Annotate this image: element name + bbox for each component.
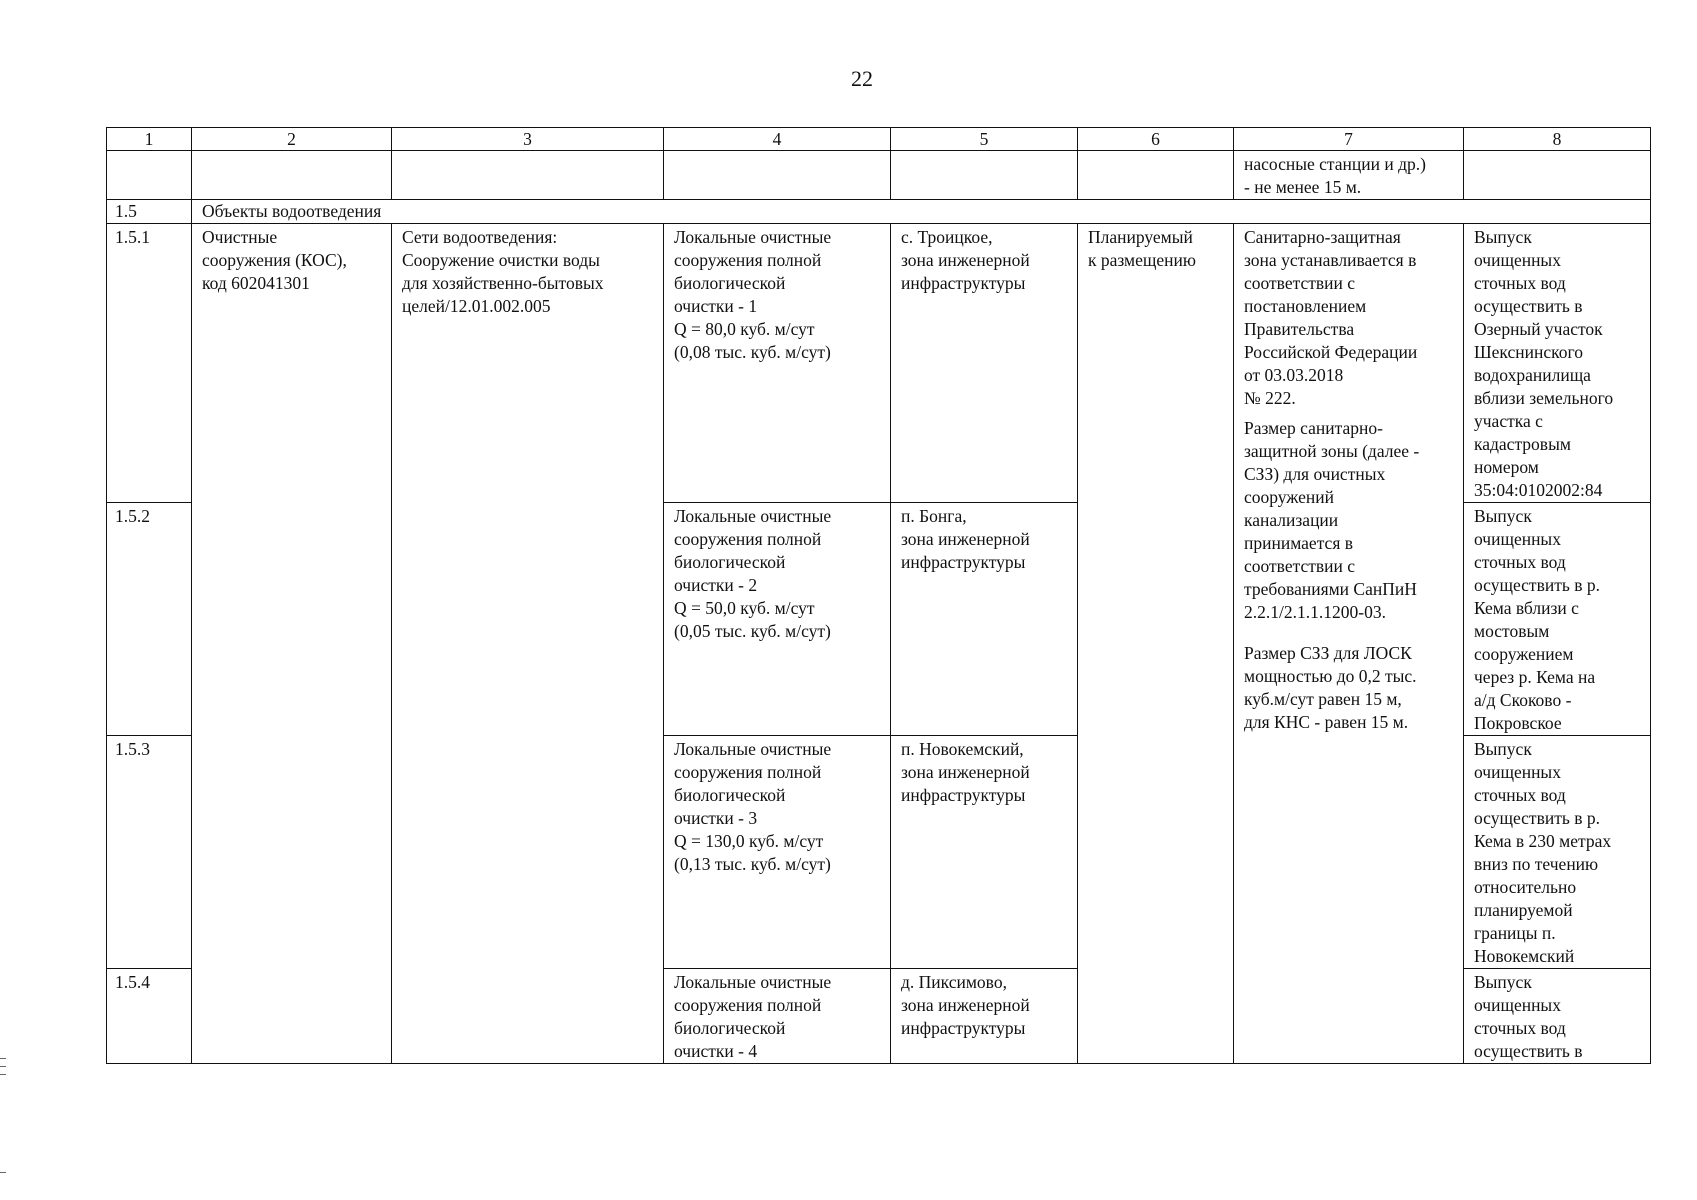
text-line: биологической bbox=[674, 1018, 786, 1038]
location-cell bbox=[891, 736, 1078, 969]
text-line: очищенных bbox=[1474, 529, 1561, 549]
text-line: Новокемский bbox=[1474, 946, 1575, 966]
text-line: биологической bbox=[674, 273, 786, 293]
column-number: 2 bbox=[192, 128, 392, 151]
text-line: требованиями СанПиН bbox=[1244, 579, 1417, 599]
text-line: мостовым bbox=[1474, 621, 1550, 641]
text-line: инфраструктуры bbox=[901, 785, 1026, 805]
text-line: 35:04:0102002:84 bbox=[1474, 480, 1603, 500]
text-line: к размещению bbox=[1088, 250, 1196, 270]
text-line: сооружения полной bbox=[674, 529, 822, 549]
text-line: код 602041301 bbox=[202, 273, 310, 293]
text-line: сточных вод bbox=[1474, 785, 1566, 805]
empty-cell bbox=[392, 151, 664, 200]
text-line: осуществить в р. bbox=[1474, 575, 1600, 595]
text-line: зона инженерной bbox=[901, 250, 1030, 270]
text-line: вблизи земельного bbox=[1474, 388, 1614, 408]
text-line: планируемой bbox=[1474, 900, 1573, 920]
text-line: для КНС - равен 15 м. bbox=[1244, 712, 1409, 732]
discharge-note-cell bbox=[1464, 224, 1651, 503]
text-line: кадастровым bbox=[1474, 434, 1571, 454]
text-line: целей/12.01.002.005 bbox=[402, 296, 551, 316]
facility-cell bbox=[664, 224, 891, 503]
row-number: 1.5.1 bbox=[107, 224, 192, 503]
text-line: канализации bbox=[1244, 510, 1339, 530]
text-line: Q = 130,0 куб. м/сут bbox=[674, 831, 824, 851]
text-line: вниз по течению bbox=[1474, 854, 1599, 874]
column-number: 5 bbox=[891, 128, 1078, 151]
column-number: 1 bbox=[107, 128, 192, 151]
column-number: 6 bbox=[1078, 128, 1234, 151]
text-line: сооружения полной bbox=[674, 250, 822, 270]
text-line: (0,13 тыс. куб. м/сут) bbox=[674, 854, 831, 874]
object-type-cell bbox=[392, 224, 664, 1064]
text-line: очистки - 2 bbox=[674, 575, 758, 595]
column-number-row bbox=[107, 128, 1651, 151]
text-line: относительно bbox=[1474, 877, 1577, 897]
text-line: инфраструктуры bbox=[901, 1018, 1026, 1038]
discharge-note-cell bbox=[1464, 969, 1651, 1064]
empty-cell bbox=[664, 151, 891, 200]
row-number: 1.5.3 bbox=[107, 736, 192, 969]
text-line: сточных вод bbox=[1474, 1018, 1566, 1038]
text-line: сооружения (КОС), bbox=[202, 250, 347, 270]
facility-cell bbox=[664, 736, 891, 969]
text-line: участка с bbox=[1474, 411, 1543, 431]
text-line: сточных вод bbox=[1474, 273, 1566, 293]
text-line: Санитарно-защитная bbox=[1244, 227, 1401, 247]
text-line: очищенных bbox=[1474, 250, 1561, 270]
empty-cell bbox=[891, 151, 1078, 200]
facility-cell bbox=[664, 503, 891, 736]
text-line: Озерный участок bbox=[1474, 319, 1603, 339]
text-line: от 03.03.2018 bbox=[1244, 365, 1344, 385]
table-row bbox=[107, 224, 1651, 503]
scan-edge-mark bbox=[0, 1058, 6, 1059]
text-line: Локальные очистные bbox=[674, 972, 832, 992]
text-line: принимается в bbox=[1244, 533, 1354, 553]
continuation-zone-text bbox=[1234, 151, 1464, 200]
location-cell bbox=[891, 224, 1078, 503]
section-number: 1.5 bbox=[107, 200, 192, 224]
object-name-cell bbox=[192, 224, 392, 1064]
location-cell bbox=[891, 503, 1078, 736]
text-line: Выпуск bbox=[1474, 739, 1532, 759]
text-line: инфраструктуры bbox=[901, 552, 1026, 572]
text-line: - не менее 15 м. bbox=[1244, 177, 1362, 197]
text-line: очистки - 4 bbox=[674, 1041, 758, 1061]
column-number: 7 bbox=[1234, 128, 1464, 151]
text-line: очистки - 3 bbox=[674, 808, 758, 828]
text-line: сточных вод bbox=[1474, 552, 1566, 572]
text-line: биологической bbox=[674, 785, 786, 805]
text-line: сооружений bbox=[1244, 487, 1335, 507]
paragraph-gap bbox=[1244, 624, 1453, 642]
text-line: инфраструктуры bbox=[901, 273, 1026, 293]
text-line: Планируемый bbox=[1088, 227, 1193, 247]
text-line: зона инженерной bbox=[901, 995, 1030, 1015]
text-line: Покровское bbox=[1474, 713, 1562, 733]
text-line: насосные станции и др.) bbox=[1244, 154, 1426, 174]
text-line: очищенных bbox=[1474, 762, 1561, 782]
empty-cell bbox=[1078, 151, 1234, 200]
text-line: Локальные очистные bbox=[674, 739, 832, 759]
status-cell bbox=[1078, 224, 1234, 1064]
text-line: сооружением bbox=[1474, 644, 1574, 664]
text-line: (0,05 тыс. куб. м/сут) bbox=[674, 621, 831, 641]
empty-cell bbox=[1464, 151, 1651, 200]
text-line: Выпуск bbox=[1474, 227, 1532, 247]
text-line: Выпуск bbox=[1474, 506, 1532, 526]
text-line: № 222. bbox=[1244, 388, 1296, 408]
text-line: с. Троицкое, bbox=[901, 227, 993, 247]
text-line: биологической bbox=[674, 552, 786, 572]
column-number: 3 bbox=[392, 128, 664, 151]
text-line: Q = 80,0 куб. м/сут bbox=[674, 319, 815, 339]
text-line: зона устанавливается в bbox=[1244, 250, 1417, 270]
text-line: Кема вблизи с bbox=[1474, 598, 1579, 618]
text-line: соответствии с bbox=[1244, 556, 1356, 576]
text-line: Правительства bbox=[1244, 319, 1355, 339]
text-line: п. Бонга, bbox=[901, 506, 967, 526]
section-row bbox=[107, 200, 1651, 224]
sanitary-zone-cell bbox=[1234, 224, 1464, 1064]
text-line: СЗЗ) для очистных bbox=[1244, 464, 1386, 484]
text-line: Размер санитарно- bbox=[1244, 418, 1383, 438]
text-line: Локальные очистные bbox=[674, 506, 832, 526]
water-disposal-table bbox=[106, 127, 1651, 1064]
text-line: Q = 50,0 куб. м/сут bbox=[674, 598, 815, 618]
text-line: осуществить в р. bbox=[1474, 808, 1600, 828]
text-line: мощностью до 0,2 тыс. bbox=[1244, 666, 1417, 686]
text-line: соответствии с bbox=[1244, 273, 1356, 293]
empty-cell bbox=[192, 151, 392, 200]
text-line: Сети водоотведения: bbox=[402, 227, 558, 247]
location-cell bbox=[891, 969, 1078, 1064]
empty-cell bbox=[107, 151, 192, 200]
row-number: 1.5.2 bbox=[107, 503, 192, 736]
scan-edge-mark bbox=[0, 1172, 6, 1173]
text-line: осуществить в bbox=[1474, 1041, 1583, 1061]
column-number: 8 bbox=[1464, 128, 1651, 151]
scan-edge-mark bbox=[0, 1074, 6, 1075]
text-line: через р. Кема на bbox=[1474, 667, 1596, 687]
text-line: Сооружение очистки воды bbox=[402, 250, 600, 270]
text-line: защитной зоны (далее - bbox=[1244, 441, 1420, 461]
text-line: для хозяйственно-бытовых bbox=[402, 273, 604, 293]
page-number: 22 bbox=[851, 66, 873, 91]
text-line: зона инженерной bbox=[901, 529, 1030, 549]
text-line: Размер СЗЗ для ЛОСК bbox=[1244, 643, 1412, 663]
facility-cell bbox=[664, 969, 891, 1064]
discharge-note-cell bbox=[1464, 503, 1651, 736]
row-number: 1.5.4 bbox=[107, 969, 192, 1064]
text-line: (0,08 тыс. куб. м/сут) bbox=[674, 342, 831, 362]
scan-edge-mark bbox=[0, 1066, 6, 1067]
text-line: постановлением bbox=[1244, 296, 1367, 316]
text-line: сооружения полной bbox=[674, 995, 822, 1015]
text-line: а/д Скоково - bbox=[1474, 690, 1572, 710]
text-line: осуществить в bbox=[1474, 296, 1583, 316]
continuation-row bbox=[107, 151, 1651, 200]
text-line: Шекснинского bbox=[1474, 342, 1583, 362]
text-line: д. Пиксимово, bbox=[901, 972, 1007, 992]
text-line: очистки - 1 bbox=[674, 296, 758, 316]
text-line: Кема в 230 метрах bbox=[1474, 831, 1612, 851]
text-line: водохранилища bbox=[1474, 365, 1591, 385]
discharge-note-cell bbox=[1464, 736, 1651, 969]
text-line: п. Новокемский, bbox=[901, 739, 1024, 759]
text-line: зона инженерной bbox=[901, 762, 1030, 782]
column-number: 4 bbox=[664, 128, 891, 151]
text-line: 2.2.1/2.1.1.1200-03. bbox=[1244, 602, 1386, 622]
text-line: Выпуск bbox=[1474, 972, 1532, 992]
text-line: очищенных bbox=[1474, 995, 1561, 1015]
text-line: номером bbox=[1474, 457, 1539, 477]
text-line: Локальные очистные bbox=[674, 227, 832, 247]
text-line: Очистные bbox=[202, 227, 278, 247]
text-line: Российской Федерации bbox=[1244, 342, 1418, 362]
section-title: Объекты водоотведения bbox=[192, 200, 1651, 224]
text-line: границы п. bbox=[1474, 923, 1556, 943]
text-line: куб.м/сут равен 15 м, bbox=[1244, 689, 1402, 709]
text-line: сооружения полной bbox=[674, 762, 822, 782]
paragraph-gap bbox=[1244, 410, 1453, 417]
